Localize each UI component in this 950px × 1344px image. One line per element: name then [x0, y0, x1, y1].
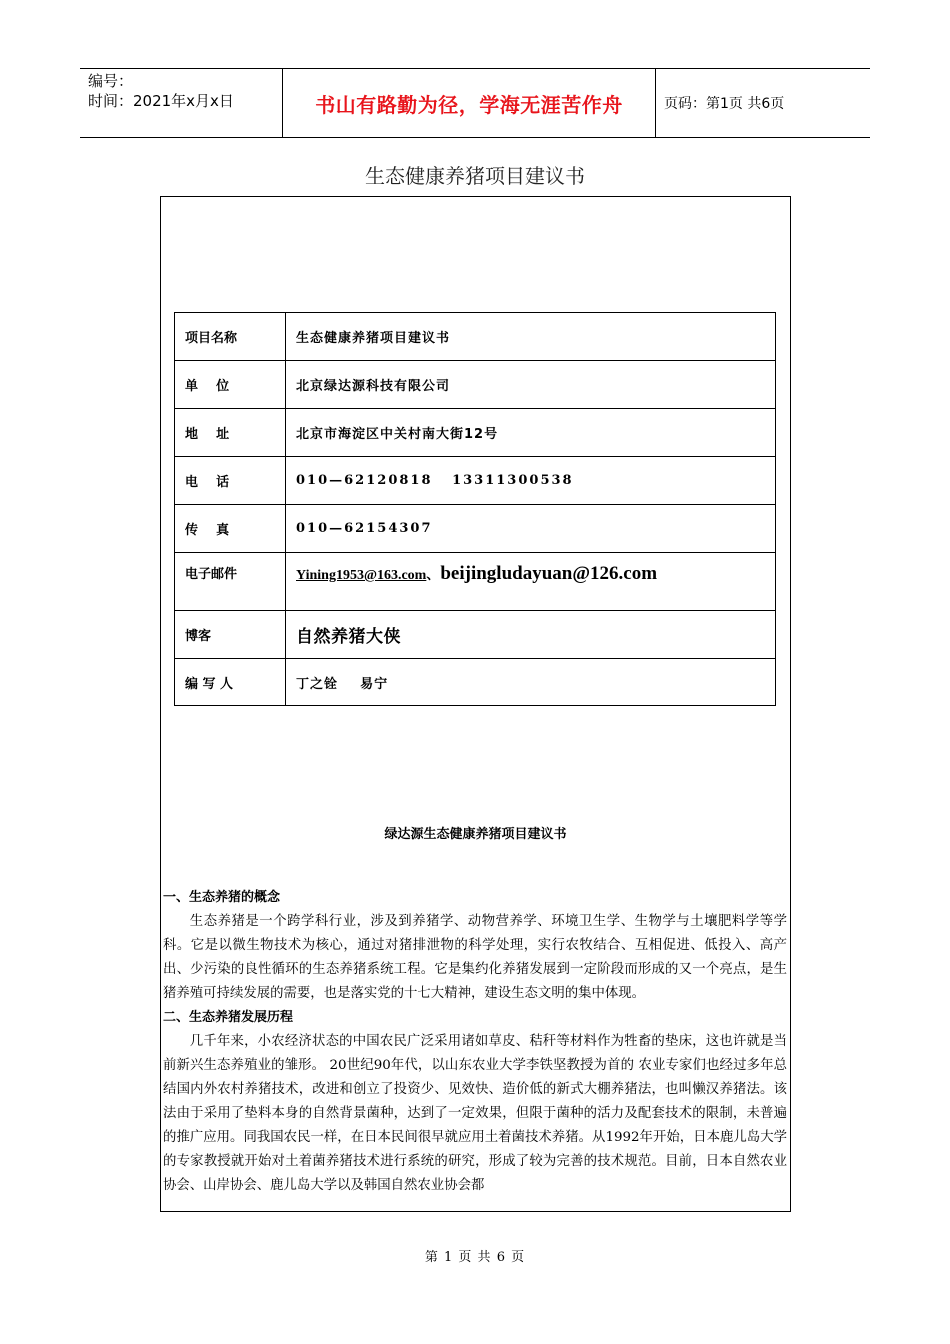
section-paragraph: 几千年来，小农经济状态的中国农民广泛采用诸如草皮、秸秆等材料作为牲畜的垫床，这也许就是当前新兴生态养殖业的雏形。 20世纪90年代，以山东农业大学李铁坚教授为首的 农业专家们也经过多年总结国内外农村养猪技术，改进和创立了投资少、见效快、造价低的新式大棚养猪法，也叫懒汉养猪法。该法由于采用了垫料本身的自然背景菌种，达到了一定效果，但限于菌种的活力及配套技术的限制，未普遍的推广应用。同我国农民一样，在日本民间很早就应用土着菌技术养猪。从1992年开始，日本鹿儿岛大学的专家教授就开始对土着菌养猪技术进行系统的研究，形成了较为完善的技术规范。目前，日本自然农业协会、山岸协会、鹿儿岛大学以及韩国自然农业协会都: [163, 1034, 787, 1193]
table-row: [175, 611, 776, 659]
blog-label: 博客: [175, 611, 286, 659]
row-label: 项目名称: [175, 313, 286, 361]
email-value: [286, 553, 776, 611]
blog-value: 自然养猪大侠: [286, 611, 776, 659]
document-title: 生态健康养猪项目建议书: [365, 164, 585, 188]
section-title: 绿达源生态健康养猪项目建议书: [384, 827, 567, 842]
document-date: 时间：2021年x月x日: [88, 92, 234, 110]
table-row: [175, 505, 776, 553]
section-heading: 二、生态养猪发展历程: [163, 1010, 294, 1025]
header-meta: [88, 71, 278, 111]
row-label: 单 位: [175, 361, 286, 409]
author-label: 编 写 人: [175, 659, 286, 706]
table-row: [175, 457, 776, 505]
row-label: 传 真: [175, 505, 286, 553]
row-value: 北京绿达源科技有限公司: [286, 361, 776, 409]
content-frame: [160, 196, 791, 1212]
author-value: 丁之铨 易宁: [286, 659, 776, 706]
table-row: [175, 361, 776, 409]
row-value: 生态健康养猪项目建议书: [286, 313, 776, 361]
project-info-table: [174, 312, 776, 706]
table-row: [175, 313, 776, 361]
document-body: [163, 886, 787, 1198]
row-value: 010—62120818 13311300538: [286, 457, 776, 505]
email-label: 电子邮件: [175, 553, 286, 611]
page-footer: 第 1 页 共 6 页: [424, 1250, 526, 1265]
table-row: [175, 659, 776, 706]
email-link-primary[interactable]: Yining1953@163.com: [296, 568, 427, 583]
section-heading: 一、生态养猪的概念: [163, 890, 281, 905]
table-row: [175, 409, 776, 457]
row-label: 电 话: [175, 457, 286, 505]
table-row: [175, 553, 776, 611]
row-value: 北京市海淀区中关村南大街12号: [286, 409, 776, 457]
email-link-secondary[interactable]: beijingludayuan@126.com: [440, 563, 658, 584]
document-number-label: 编号：: [88, 72, 134, 90]
email-separator: 、: [426, 568, 441, 583]
header-page-code: 页码：第1页 共6页: [664, 96, 785, 112]
row-label: 地 址: [175, 409, 286, 457]
row-value: 010—62154307: [286, 505, 776, 553]
section-paragraph: 生态养猪是一个跨学科行业，涉及到养猪学、动物营养学、环境卫生学、生物学与土壤肥料学等学科。它是以微生物技术为核心，通过对猪排泄物的科学处理，实行农牧结合、互相促进、低投入、高产出、少污染的良性循环的生态养猪系统工程。它是集约化养猪发展到一定阶段而形成的又一个亮点，是生猪养殖可持续发展的需要，也是落实党的十七大精神，建设生态文明的集中体现。: [163, 914, 787, 1001]
header-motto: 书山有路勤为径，学海无涯苦作舟: [282, 69, 656, 137]
page-header: [80, 68, 870, 138]
